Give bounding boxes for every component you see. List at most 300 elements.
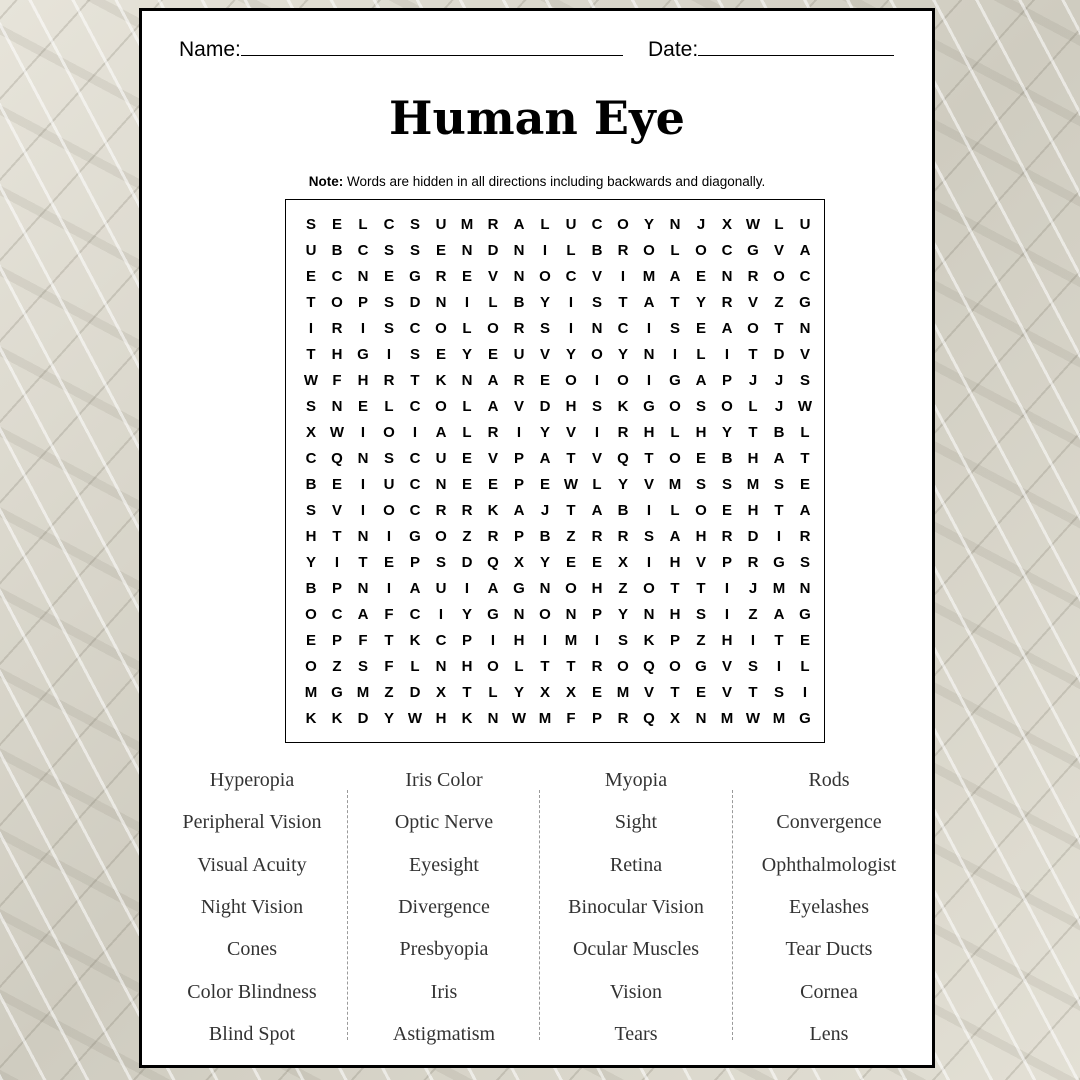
grid-letter: Q [617,450,629,467]
word-list-item: Binocular Vision [568,895,704,918]
grid-letter: O [383,424,395,441]
grid-letter: N [643,346,655,363]
grid-letter: Z [748,606,758,623]
grid-letter: H [695,528,707,545]
grid-letter: Z [462,528,472,545]
grid-letter: Y [617,346,628,363]
grid-letter: A [695,372,707,389]
grid-letter: S [305,502,316,519]
grid-letter: R [487,216,499,233]
grid-letter: I [360,502,366,519]
grid-letter: E [357,398,368,415]
grid-letter: R [591,528,603,545]
grid-letter: O [487,320,499,337]
grid-letter: I [360,320,366,337]
grid-letter: J [748,580,758,597]
grid-letter: J [774,372,784,389]
grid-letter: N [331,398,343,415]
grid-letter: N [435,658,447,675]
grid-letter: E [799,632,810,649]
word-list-item: Iris [430,980,458,1003]
grid-letter: N [435,294,447,311]
grid-letter: S [773,684,784,701]
grid-letter: C [409,398,421,415]
grid-letter: R [435,268,447,285]
grid-letter: B [305,580,317,597]
grid-letter: F [332,372,342,389]
grid-letter: I [776,528,782,545]
word-list-item: Rods [808,769,850,791]
grid-letter: W [329,424,345,441]
grid-letter: D [539,398,551,415]
grid-letter: L [670,502,680,519]
grid-letter: S [409,346,420,363]
grid-letter: P [357,294,368,311]
grid-letter: Z [618,580,628,597]
grid-letter: T [670,684,680,701]
grid-letter: E [695,268,706,285]
grid-letter: I [386,346,392,363]
grid-letter: J [774,398,784,415]
grid-letter: L [670,242,680,259]
grid-letter: L [800,424,810,441]
grid-letter: I [646,554,652,571]
grid-letter: I [438,606,444,623]
grid-letter: J [696,216,706,233]
grid-letter: I [308,320,314,337]
grid-letter: H [695,424,707,441]
grid-letter: R [617,710,629,727]
grid-letter: I [646,502,652,519]
grid-letter: I [360,476,366,493]
grid-letter: C [721,242,733,259]
grid-letter: R [591,658,603,675]
grid-letter: I [594,424,600,441]
grid-letter: E [383,268,394,285]
grid-letter: Y [643,216,654,233]
grid-letter: T [618,294,628,311]
grid-letter: T [748,684,758,701]
grid-letter: B [539,528,551,545]
grid-letter: L [748,398,758,415]
grid-letter: A [721,320,733,337]
grid-letter: P [669,632,680,649]
grid-letter: C [305,450,317,467]
grid-letter: A [435,424,447,441]
grid-letter: D [773,346,785,363]
word-list-item: Ophthalmologist [761,853,897,876]
date-label: Date: [648,38,699,61]
grid-letter: P [721,554,732,571]
grid-letter: E [487,476,498,493]
word-list-item: Cornea [800,980,858,1003]
grid-letter: I [750,632,756,649]
grid-letter: V [591,450,602,467]
grid-letter: S [409,216,420,233]
grid-letter: E [565,554,576,571]
grid-letter: E [721,502,732,519]
grid-letter: S [721,476,732,493]
grid-letter: R [461,502,473,519]
grid-letter: I [776,658,782,675]
grid-letter: Y [383,710,394,727]
grid-letter: A [799,502,811,519]
grid-letter: X [721,216,732,233]
grid-letter: T [670,294,680,311]
grid-letter: T [384,632,394,649]
grid-letter: V [773,242,784,259]
grid-letter: C [617,320,629,337]
grid-letter: V [799,346,810,363]
grid-letter: W [407,710,423,727]
grid-letter: M [642,268,656,285]
grid-letter: L [696,346,706,363]
grid-letter: A [643,294,655,311]
grid-letter: R [617,528,629,545]
grid-letter: I [568,320,574,337]
grid-letter: O [487,658,499,675]
note-label: Note: [308,174,344,189]
grid-letter: N [513,242,525,259]
grid-letter: I [568,294,574,311]
grid-letter: V [695,554,706,571]
grid-letter: Y [539,554,550,571]
grid-letter: S [383,294,394,311]
grid-letter: Y [539,424,550,441]
grid-letter: X [565,684,576,701]
grid-letter: O [721,398,733,415]
grid-letter: M [460,216,474,233]
grid-letter: Y [721,424,732,441]
grid-letter: A [409,580,421,597]
grid-letter: O [565,372,577,389]
word-list-item: Astigmatism [392,1022,496,1045]
grid-letter: G [409,528,421,545]
grid-letter: S [539,320,550,337]
grid-letter: Y [461,606,472,623]
grid-letter: E [383,554,394,571]
grid-letter: X [669,710,680,727]
grid-letter: P [461,632,472,649]
grid-letter: O [695,242,707,259]
word-list-item: Peripheral Vision [182,811,322,834]
grid-letter: S [799,372,810,389]
grid-letter: I [802,684,808,701]
grid-letter: E [331,216,342,233]
grid-letter: S [695,398,706,415]
grid-letter: H [747,502,759,519]
grid-letter: V [721,658,732,675]
grid-letter: I [646,372,652,389]
grid-letter: F [384,606,394,623]
grid-letter: C [565,268,577,285]
grid-letter: U [799,216,811,233]
grid-letter: A [669,528,681,545]
grid-letter: G [357,346,369,363]
grid-letter: S [773,476,784,493]
word-list-item: Tears [614,1022,658,1045]
grid-letter: A [773,450,785,467]
grid-letter: T [462,684,472,701]
grid-letter: G [695,658,707,675]
grid-letter: L [566,242,576,259]
grid-letter: S [357,658,368,675]
grid-letter: I [594,372,600,389]
grid-letter: P [513,476,524,493]
grid-letter: T [644,450,654,467]
grid-letter: O [435,528,447,545]
grid-letter: P [591,606,602,623]
grid-letter: O [435,398,447,415]
grid-letter: Z [566,528,576,545]
grid-letter: E [435,242,446,259]
grid-letter: S [383,450,394,467]
grid-letter: C [409,606,421,623]
note-text: Words are hidden in all directions including backwards and diagonally. [343,174,766,189]
grid-letter: R [487,528,499,545]
grid-letter: L [540,216,550,233]
grid-letter: T [696,580,706,597]
grid-letter: K [409,632,421,649]
grid-letter: I [386,528,392,545]
grid-letter: C [331,268,343,285]
word-list-item: Eyelashes [789,895,869,918]
grid-letter: C [357,242,369,259]
grid-letter: Q [643,710,655,727]
grid-letter: I [386,580,392,597]
grid-letter: P [513,528,524,545]
grid-letter: V [513,398,524,415]
grid-letter: J [748,372,758,389]
grid-letter: L [358,216,368,233]
grid-letter: K [305,710,317,727]
grid-letter: I [724,606,730,623]
name-field [179,37,623,62]
grid-letter: E [539,372,550,389]
grid-letter: P [331,580,342,597]
grid-letter: N [357,268,369,285]
grid-letter: W [511,710,527,727]
grid-letter: U [435,216,447,233]
grid-letter: O [539,268,551,285]
grid-letter: L [462,320,472,337]
grid-letter: I [646,320,652,337]
grid-letter: I [672,346,678,363]
grid-letter: I [490,632,496,649]
grid-letter: O [305,658,317,675]
grid-letter: Q [487,554,499,571]
grid-letter: M [616,684,630,701]
grid-letter: H [513,632,525,649]
grid-letter: N [357,528,369,545]
grid-letter: Y [461,346,472,363]
grid-letter: G [669,372,681,389]
grid-letter: S [799,554,810,571]
grid-letter: O [331,294,343,311]
grid-letter: L [384,398,394,415]
grid-letter: V [487,450,498,467]
grid-letter: V [643,476,654,493]
word-list-item: Vision [609,980,663,1003]
grid-letter: C [409,502,421,519]
grid-letter: M [304,684,318,701]
grid-letter: K [435,372,447,389]
grid-letter: T [306,346,316,363]
grid-letter: U [435,450,447,467]
grid-letter: S [669,320,680,337]
grid-letter: N [357,450,369,467]
grid-letter: E [461,476,472,493]
grid-letter: V [591,268,602,285]
grid-letter: K [331,710,343,727]
grid-letter: H [591,580,603,597]
grid-letter: L [800,658,810,675]
grid-letter: M [772,710,786,727]
grid-letter: E [591,554,602,571]
grid-letter: R [383,372,395,389]
grid-letter: R [617,242,629,259]
grid-letter: N [799,580,811,597]
grid-letter: N [799,320,811,337]
grid-letter: W [745,216,761,233]
grid-letter: E [591,684,602,701]
grid-letter: I [412,424,418,441]
grid-letter: N [487,710,499,727]
grid-letter: S [643,528,654,545]
page-title: Human Eye [389,91,685,145]
grid-letter: C [591,216,603,233]
grid-letter: O [669,658,681,675]
grid-letter: Z [384,684,394,701]
grid-letter: T [566,502,576,519]
grid-letter: Z [774,294,784,311]
grid-letter: Q [331,450,343,467]
grid-letter: P [591,710,602,727]
grid-letter: I [724,346,730,363]
grid-letter: R [435,502,447,519]
grid-letter: T [332,528,342,545]
grid-letter: N [643,606,655,623]
grid-letter: O [773,268,785,285]
grid-letter: U [513,346,525,363]
grid-letter: G [799,606,811,623]
grid-letter: R [747,268,759,285]
grid-letter: K [643,632,655,649]
grid-letter: B [331,242,343,259]
grid-letter: E [539,476,550,493]
grid-letter: F [384,658,394,675]
grid-letter: W [745,710,761,727]
grid-letter: O [669,450,681,467]
grid-letter: N [539,580,551,597]
grid-letter: N [435,476,447,493]
grid-letter: E [305,632,316,649]
grid-letter: B [617,502,629,519]
word-list-item: Sight [614,811,658,834]
grid-letter: K [461,710,473,727]
grid-letter: H [435,710,447,727]
grid-letter: S [591,294,602,311]
grid-letter: T [670,580,680,597]
word-list-item: Iris Color [405,769,483,791]
grid-letter: M [356,684,370,701]
grid-letter: E [487,346,498,363]
grid-letter: O [565,580,577,597]
grid-letter: A [487,398,499,415]
grid-letter: A [591,502,603,519]
grid-letter: I [542,632,548,649]
grid-letter: H [747,450,759,467]
grid-letter: L [488,684,498,701]
grid-letter: N [695,710,707,727]
grid-letter: R [721,528,733,545]
grid-letter: E [695,450,706,467]
grid-letter: T [800,450,810,467]
grid-letter: C [409,450,421,467]
grid-letter: T [748,424,758,441]
grid-letter: S [591,398,602,415]
grid-letter: A [539,450,551,467]
grid-letter: L [592,476,602,493]
word-list-item: Night Vision [200,895,304,918]
grid-letter: A [799,242,811,259]
grid-letter: G [409,268,421,285]
grid-letter: B [513,294,525,311]
grid-letter: R [331,320,343,337]
grid-letter: S [435,554,446,571]
grid-letter: O [435,320,447,337]
grid-letter: S [383,242,394,259]
grid-letter: V [747,294,758,311]
column-divider [732,790,733,1040]
grid-letter: Z [696,632,706,649]
grid-letter: C [331,606,343,623]
word-list-item: Visual Acuity [197,853,307,876]
grid-letter: L [462,398,472,415]
grid-letter: O [305,606,317,623]
column-divider [347,790,348,1040]
grid-letter: H [305,528,317,545]
grid-letter: R [513,320,525,337]
grid-letter: K [617,398,629,415]
word-list-item: Divergence [398,895,490,918]
grid-letter: Y [617,476,628,493]
grid-letter: R [799,528,811,545]
grid-letter: O [643,242,655,259]
grid-letter: T [748,346,758,363]
grid-letter: M [668,476,682,493]
grid-letter: L [514,658,524,675]
grid-letter: N [669,216,681,233]
name-blank-line [241,37,623,56]
grid-letter: B [773,424,785,441]
grid-letter: W [303,372,319,389]
grid-letter: O [695,502,707,519]
date-blank-line [698,37,894,56]
grid-letter: E [461,268,472,285]
grid-letter: R [747,554,759,571]
grid-letter: I [464,294,470,311]
grid-letter: R [513,372,525,389]
grid-letter: T [774,502,784,519]
word-list-item: Blind Spot [208,1022,296,1045]
grid-letter: Z [332,658,342,675]
grid-letter: G [799,710,811,727]
grid-letter: T [306,294,316,311]
grid-letter: A [669,268,681,285]
grid-letter: O [617,658,629,675]
grid-letter: K [487,502,499,519]
